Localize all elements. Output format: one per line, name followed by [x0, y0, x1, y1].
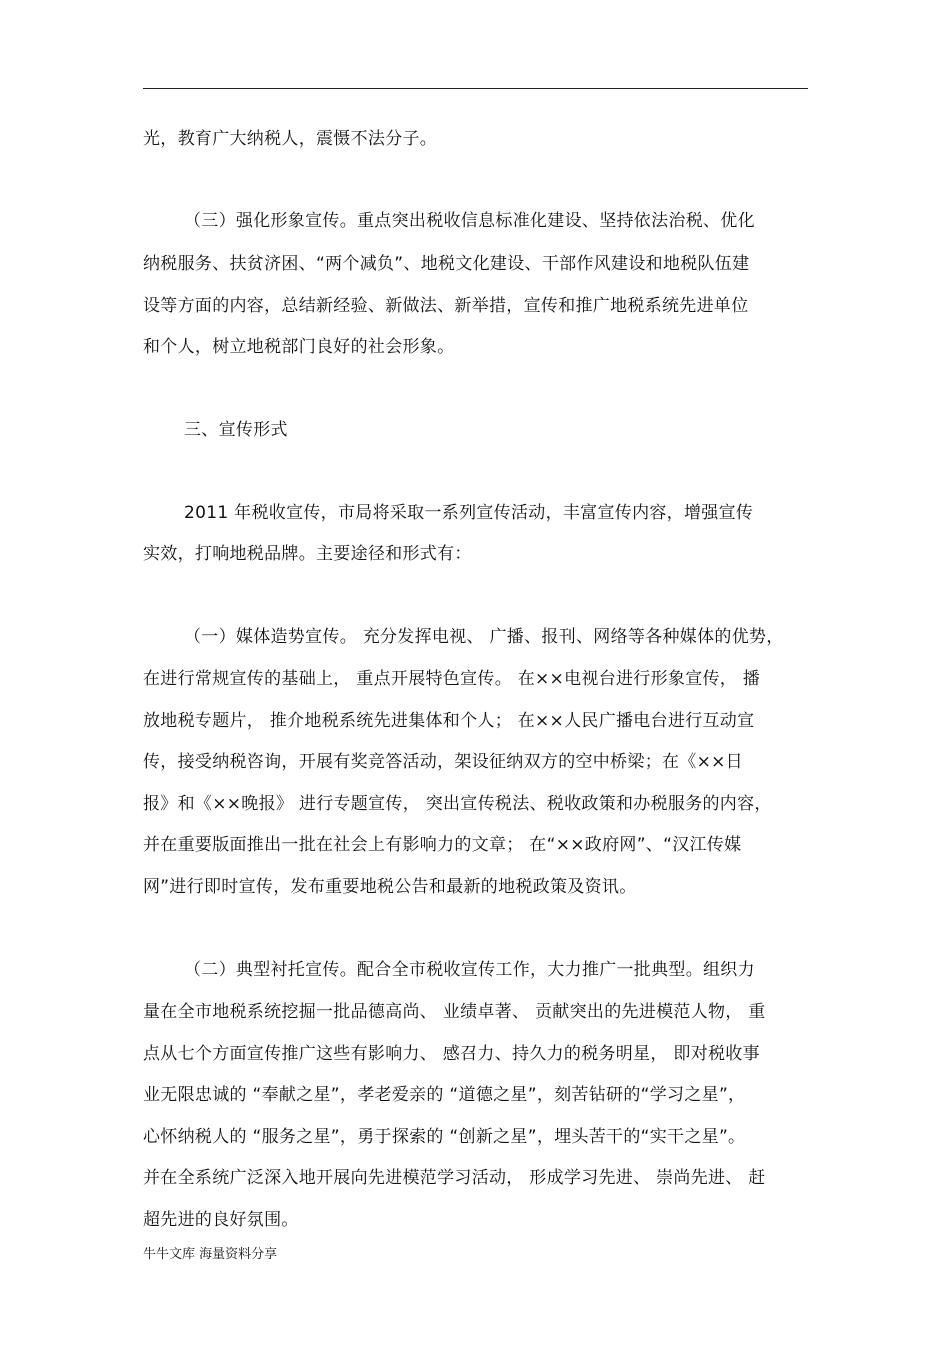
footer-text: 牛牛文库 海量资料分享	[143, 1247, 278, 1262]
text-line: 设等方面的内容，总结新经验、新做法、新举措，宣传和推广地税系统先进单位	[143, 296, 749, 316]
text-line: 放地税专题片， 推介地税系统先进集体和个人； 在××人民广播电台进行互动宣	[143, 711, 755, 731]
text-line: 传，接受纳税咨询，开展有奖竞答活动，架设征纳双方的空中桥梁；在《××日	[143, 752, 743, 772]
text-line: 2011 年税收宣传，市局将采取一系列宣传活动，丰富宣传内容，增强宣传	[184, 503, 754, 523]
text-line: 点从七个方面宣传推广这些有影响力、 感召力、持久力的税务明星， 即对税收事	[143, 1044, 760, 1064]
text-line: 并在全系统广泛深入地开展向先进模范学习活动， 形成学习先进、 崇尚先进、 赶	[143, 1168, 766, 1188]
text-line: （一）媒体造势宣传。 充分发挥电视、 广播、报刊、网络等各种媒体的优势，	[184, 627, 784, 647]
text-line: 光，教育广大纳税人，震慑不法分子。	[143, 129, 438, 149]
section-heading: 三、宣传形式	[184, 420, 288, 440]
text-line: 在进行常规宣传的基础上， 重点开展特色宣传。 在××电视台进行形象宣传， 播	[143, 669, 761, 689]
text-line: 纳税服务、扶贫济困、“两个减负”、地税文化建设、干部作风建设和地税队伍建	[143, 254, 750, 274]
text-line: 实效，打响地税品牌。主要途径和形式有：	[143, 544, 472, 564]
text-line: 心怀纳税人的 “服务之星”，勇于探索的 “创新之星”，埋头苦干的“实干之星”。	[143, 1127, 746, 1147]
header-rule	[143, 88, 808, 89]
text-line: 业无限忠诚的 “奉献之星”，孝老爱亲的 “道德之星”，刻苦钻研的“学习之星”，	[143, 1085, 746, 1105]
text-line: 并在重要版面推出一批在社会上有影响力的文章； 在“××政府网”、“汉江传媒	[143, 835, 742, 855]
text-line: 超先进的良好氛围。	[143, 1210, 299, 1230]
text-line: 网”进行即时宣传，发布重要地税公告和最新的地税政策及资讯。	[143, 877, 637, 897]
text-line: （二）典型衬托宣传。配合全市税收宣传工作，大力推广一批典型。组织力	[184, 960, 755, 980]
text-line: 量在全市地税系统挖掘一批品德高尚、 业绩卓著、 贡献突出的先进模范人物， 重	[143, 1002, 766, 1022]
text-line: 和个人，树立地税部门良好的社会形象。	[143, 337, 455, 357]
text-line: 报》和《××晚报》 进行专题宣传， 突出宣传税法、税收政策和办税服务的内容，	[143, 794, 772, 814]
text-line: （三）强化形象宣传。重点突出税收信息标准化建设、坚持依法治税、优化	[184, 211, 755, 231]
